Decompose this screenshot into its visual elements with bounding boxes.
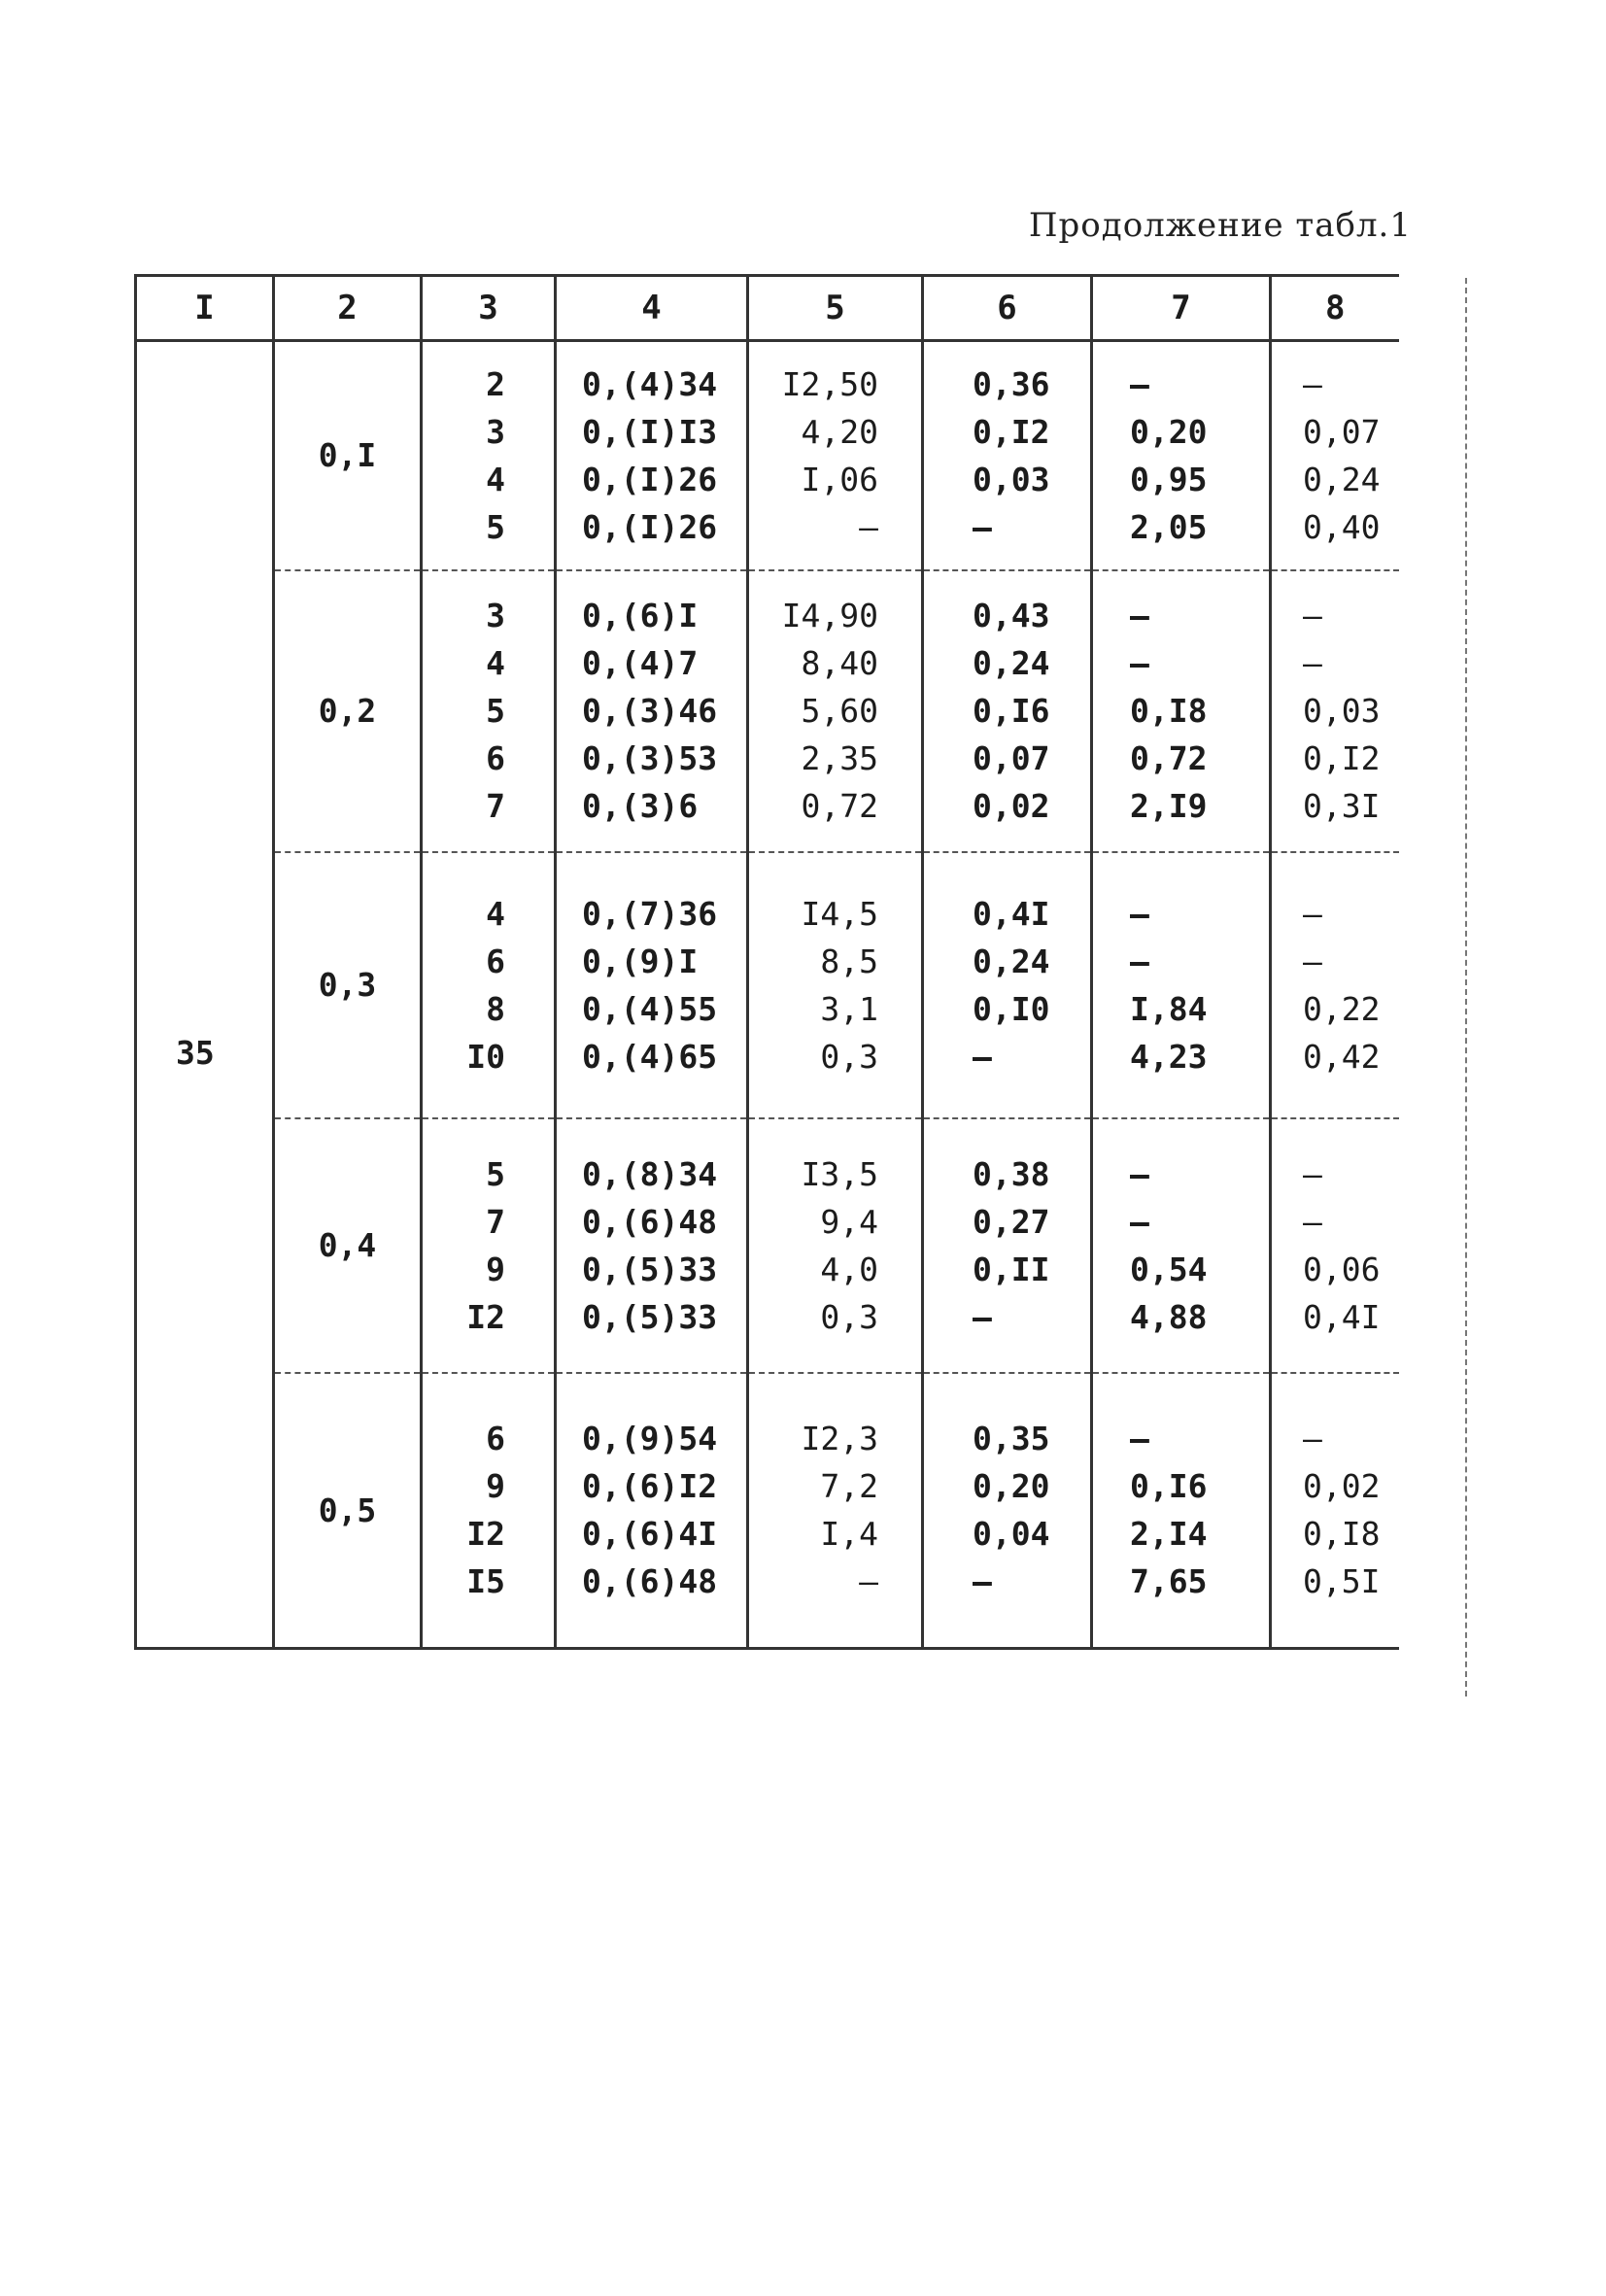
cell-value: 5	[486, 507, 505, 546]
cell-value: 4,23	[1130, 1037, 1208, 1076]
cell-value: 0,35	[973, 1420, 1050, 1458]
value-column-3	[422, 1373, 556, 1649]
value-column-4	[556, 1118, 748, 1373]
value-stack	[423, 1397, 554, 1623]
cell-value: 0,(I)26	[582, 460, 718, 498]
cell-value: –	[1130, 942, 1149, 980]
header-row	[136, 276, 1399, 341]
value-column-7	[1092, 1118, 1271, 1373]
value-column-3	[422, 341, 556, 570]
cell-value: 6	[486, 739, 505, 777]
cell-value: 0,(I)I3	[582, 412, 718, 451]
cell-value: 0,(6)48	[582, 1562, 718, 1601]
header-cell: I	[136, 276, 274, 341]
value-stack	[1272, 1397, 1399, 1623]
value-column-3	[422, 852, 556, 1118]
header-cell: 7	[1092, 276, 1271, 341]
value-column-3	[422, 570, 556, 852]
cell-value: –	[1130, 1420, 1149, 1458]
cell-value: –	[1303, 1420, 1322, 1458]
value-column-4	[556, 341, 748, 570]
cell-value: 7,65	[1130, 1562, 1208, 1601]
cell-value: 2	[486, 364, 505, 403]
value-column-6	[923, 1373, 1092, 1649]
cell-value: 0,(3)53	[582, 739, 718, 777]
header-cell: 8	[1271, 276, 1399, 341]
cell-value: 0,(9)I	[582, 942, 699, 980]
cell-value: 0,(6)I2	[582, 1467, 718, 1506]
value-column-8	[1271, 341, 1399, 570]
cell-value: 0,(6)4I	[582, 1515, 718, 1554]
col1-value: 35	[136, 341, 274, 1649]
value-column-5	[748, 852, 923, 1118]
cell-value: 0,(5)33	[582, 1250, 718, 1288]
cell-value: I,4	[820, 1515, 878, 1554]
group-value: 0,5	[274, 1373, 422, 1649]
cell-value: –	[1303, 1154, 1322, 1193]
value-stack	[924, 1133, 1090, 1358]
table-row	[136, 1373, 1399, 1649]
value-column-3	[422, 1118, 556, 1373]
cell-value: I2	[466, 1297, 505, 1336]
cell-value: 8,5	[820, 942, 878, 980]
cell-value: 0,I0	[973, 989, 1050, 1028]
value-stack	[1272, 343, 1399, 568]
group-value: 0,4	[274, 1118, 422, 1373]
header-cell: 6	[923, 276, 1092, 341]
header-cell: 3	[422, 276, 556, 341]
value-column-6	[923, 570, 1092, 852]
cell-value: I2,3	[801, 1420, 878, 1458]
value-stack	[749, 343, 921, 568]
value-stack	[557, 873, 746, 1098]
cell-value: –	[1130, 1202, 1149, 1241]
cell-value: 0,II	[973, 1250, 1050, 1288]
table-row	[136, 341, 1399, 570]
cell-value: 0,22	[1303, 989, 1381, 1028]
value-stack	[557, 1133, 746, 1358]
cell-value: 0,(4)55	[582, 989, 718, 1028]
cell-value: 0,I2	[1303, 739, 1381, 777]
cell-value: 0,(4)34	[582, 364, 718, 403]
cell-value: –	[1303, 894, 1322, 933]
cell-value: 0,24	[973, 644, 1050, 682]
cell-value: 0,36	[973, 364, 1050, 403]
cell-value: 0,02	[1303, 1467, 1381, 1506]
cell-value: –	[859, 507, 878, 546]
value-stack	[423, 343, 554, 568]
cell-value: 0,4I	[1303, 1297, 1381, 1336]
value-stack	[423, 1133, 554, 1358]
cell-value: 0,02	[973, 787, 1050, 825]
cell-value: –	[1130, 364, 1149, 403]
group-value: 0,2	[274, 570, 422, 852]
value-stack	[557, 574, 746, 847]
data-table	[134, 274, 1399, 1650]
cell-value: 2,35	[801, 739, 878, 777]
value-column-7	[1092, 1373, 1271, 1649]
value-stack	[1093, 1397, 1269, 1623]
cell-value: 0,(I)26	[582, 507, 718, 546]
cell-value: 5	[486, 692, 505, 730]
value-stack	[557, 343, 746, 568]
cell-value: 0,38	[973, 1154, 1050, 1193]
cell-value: 4	[486, 644, 505, 682]
cell-value: 0,07	[973, 739, 1050, 777]
value-column-8	[1271, 1118, 1399, 1373]
cell-value: 0,I8	[1130, 692, 1208, 730]
cell-value: –	[1303, 644, 1322, 682]
cell-value: 0,I6	[1130, 1467, 1208, 1506]
group-value: 0,I	[274, 341, 422, 570]
cell-value: –	[973, 1037, 992, 1076]
value-stack	[1093, 873, 1269, 1098]
cell-value: 0,(3)6	[582, 787, 699, 825]
value-column-6	[923, 341, 1092, 570]
cell-value: 0,(5)33	[582, 1297, 718, 1336]
cell-value: 0,5I	[1303, 1562, 1381, 1601]
cell-value: 0,(4)65	[582, 1037, 718, 1076]
cell-value: I0	[466, 1037, 505, 1076]
value-stack	[924, 873, 1090, 1098]
value-column-8	[1271, 570, 1399, 852]
cell-value: –	[1303, 942, 1322, 980]
value-column-7	[1092, 852, 1271, 1118]
cell-value: 0,24	[1303, 460, 1381, 498]
cell-value: 0,03	[1303, 692, 1381, 730]
cell-value: I,84	[1130, 989, 1208, 1028]
cell-value: 0,72	[801, 787, 878, 825]
cell-value: 0,3	[820, 1037, 878, 1076]
cell-value: 7	[486, 787, 505, 825]
cell-value: 0,04	[973, 1515, 1050, 1554]
value-column-4	[556, 852, 748, 1118]
value-stack	[749, 574, 921, 847]
table-caption: Продолжение табл.1	[1028, 206, 1412, 245]
cell-value: 0,03	[973, 460, 1050, 498]
value-column-8	[1271, 852, 1399, 1118]
cell-value: 0,42	[1303, 1037, 1381, 1076]
cell-value: 2,I4	[1130, 1515, 1208, 1554]
value-stack	[924, 574, 1090, 847]
cell-value: 4,20	[801, 412, 878, 451]
value-stack	[557, 1397, 746, 1623]
table-body	[136, 341, 1399, 1649]
value-stack	[423, 574, 554, 847]
cell-value: 0,(6)I	[582, 597, 699, 634]
cell-value: –	[1303, 364, 1322, 403]
cell-value: 0,I6	[973, 692, 1050, 730]
cell-value: 3,1	[820, 989, 878, 1028]
cell-value: 0,27	[973, 1202, 1050, 1241]
cell-value: I,06	[801, 460, 878, 498]
header-cell: 5	[748, 276, 923, 341]
cell-value: 0,20	[1130, 412, 1208, 451]
cell-value: –	[973, 507, 992, 546]
cell-value: I4,90	[781, 597, 878, 634]
cell-value: 6	[486, 1420, 505, 1458]
cell-value: 0,4I	[973, 894, 1050, 933]
value-column-6	[923, 1118, 1092, 1373]
cell-value: 0,(8)34	[582, 1154, 718, 1193]
value-stack	[924, 343, 1090, 568]
cell-value: I2,50	[781, 364, 878, 403]
cell-value: 0,24	[973, 942, 1050, 980]
cell-value: 4,88	[1130, 1297, 1208, 1336]
cell-value: –	[1303, 597, 1322, 634]
cell-value: –	[973, 1297, 992, 1336]
cell-value: –	[973, 1562, 992, 1601]
value-column-4	[556, 570, 748, 852]
cell-value: –	[1303, 1202, 1322, 1241]
value-stack	[749, 1397, 921, 1623]
right-edge-line	[1465, 278, 1467, 1696]
value-stack	[1272, 574, 1399, 847]
cell-value: 0,40	[1303, 507, 1381, 546]
cell-value: 0,I2	[973, 412, 1050, 451]
value-column-5	[748, 341, 923, 570]
cell-value: I3,5	[801, 1154, 878, 1193]
value-stack	[749, 1133, 921, 1358]
cell-value: 9	[486, 1250, 505, 1288]
cell-value: 3	[486, 412, 505, 451]
cell-value: 8	[486, 989, 505, 1028]
cell-value: 6	[486, 942, 505, 980]
cell-value: 0,07	[1303, 412, 1381, 451]
cell-value: 0,3I	[1303, 787, 1381, 825]
cell-value: 2,I9	[1130, 787, 1208, 825]
value-stack	[1093, 574, 1269, 847]
cell-value: 0,54	[1130, 1250, 1208, 1288]
cell-value: 0,3	[820, 1297, 878, 1336]
cell-value: 0,(6)48	[582, 1202, 718, 1241]
value-column-7	[1092, 570, 1271, 852]
cell-value: 5,60	[801, 692, 878, 730]
cell-value: 3	[486, 597, 505, 634]
group-value: 0,3	[274, 852, 422, 1118]
value-column-7	[1092, 341, 1271, 570]
cell-value: 4,0	[820, 1250, 878, 1288]
cell-value: 4	[486, 894, 505, 933]
value-column-6	[923, 852, 1092, 1118]
value-stack	[1093, 343, 1269, 568]
cell-value: 7	[486, 1202, 505, 1241]
value-column-8	[1271, 1373, 1399, 1649]
cell-value: I2	[466, 1515, 505, 1554]
table-row	[136, 852, 1399, 1118]
cell-value: –	[1130, 644, 1149, 682]
table-row	[136, 1118, 1399, 1373]
cell-value: 0,(4)7	[582, 644, 699, 682]
value-stack	[1272, 1133, 1399, 1358]
cell-value: 5	[486, 1154, 505, 1193]
value-stack	[1272, 873, 1399, 1098]
cell-value: –	[1130, 1154, 1149, 1193]
cell-value: 0,43	[973, 597, 1050, 634]
cell-value: 0,72	[1130, 739, 1208, 777]
cell-value: 0,(7)36	[582, 894, 718, 933]
cell-value: 9,4	[820, 1202, 878, 1241]
cell-value: 9	[486, 1467, 505, 1506]
cell-value: 0,(9)54	[582, 1420, 718, 1458]
value-column-5	[748, 570, 923, 852]
value-column-4	[556, 1373, 748, 1649]
cell-value: –	[859, 1562, 878, 1601]
value-column-5	[748, 1118, 923, 1373]
cell-value: I5	[466, 1562, 505, 1601]
header-cell: 4	[556, 276, 748, 341]
cell-value: –	[1130, 597, 1149, 634]
value-stack	[749, 873, 921, 1098]
value-stack	[924, 1397, 1090, 1623]
cell-value: 8,40	[801, 644, 878, 682]
cell-value: –	[1130, 894, 1149, 933]
cell-value: 7,2	[820, 1467, 878, 1506]
cell-value: 4	[486, 460, 505, 498]
cell-value: 2,05	[1130, 507, 1208, 546]
cell-value: 0,(3)46	[582, 692, 718, 730]
cell-value: 0,95	[1130, 460, 1208, 498]
header-cell: 2	[274, 276, 422, 341]
value-column-5	[748, 1373, 923, 1649]
table-row	[136, 570, 1399, 852]
value-stack	[1093, 1133, 1269, 1358]
cell-value: 0,I8	[1303, 1515, 1381, 1554]
cell-value: 0,20	[973, 1467, 1050, 1506]
cell-value: I4,5	[801, 894, 878, 933]
value-stack	[423, 873, 554, 1098]
cell-value: 0,06	[1303, 1250, 1381, 1288]
